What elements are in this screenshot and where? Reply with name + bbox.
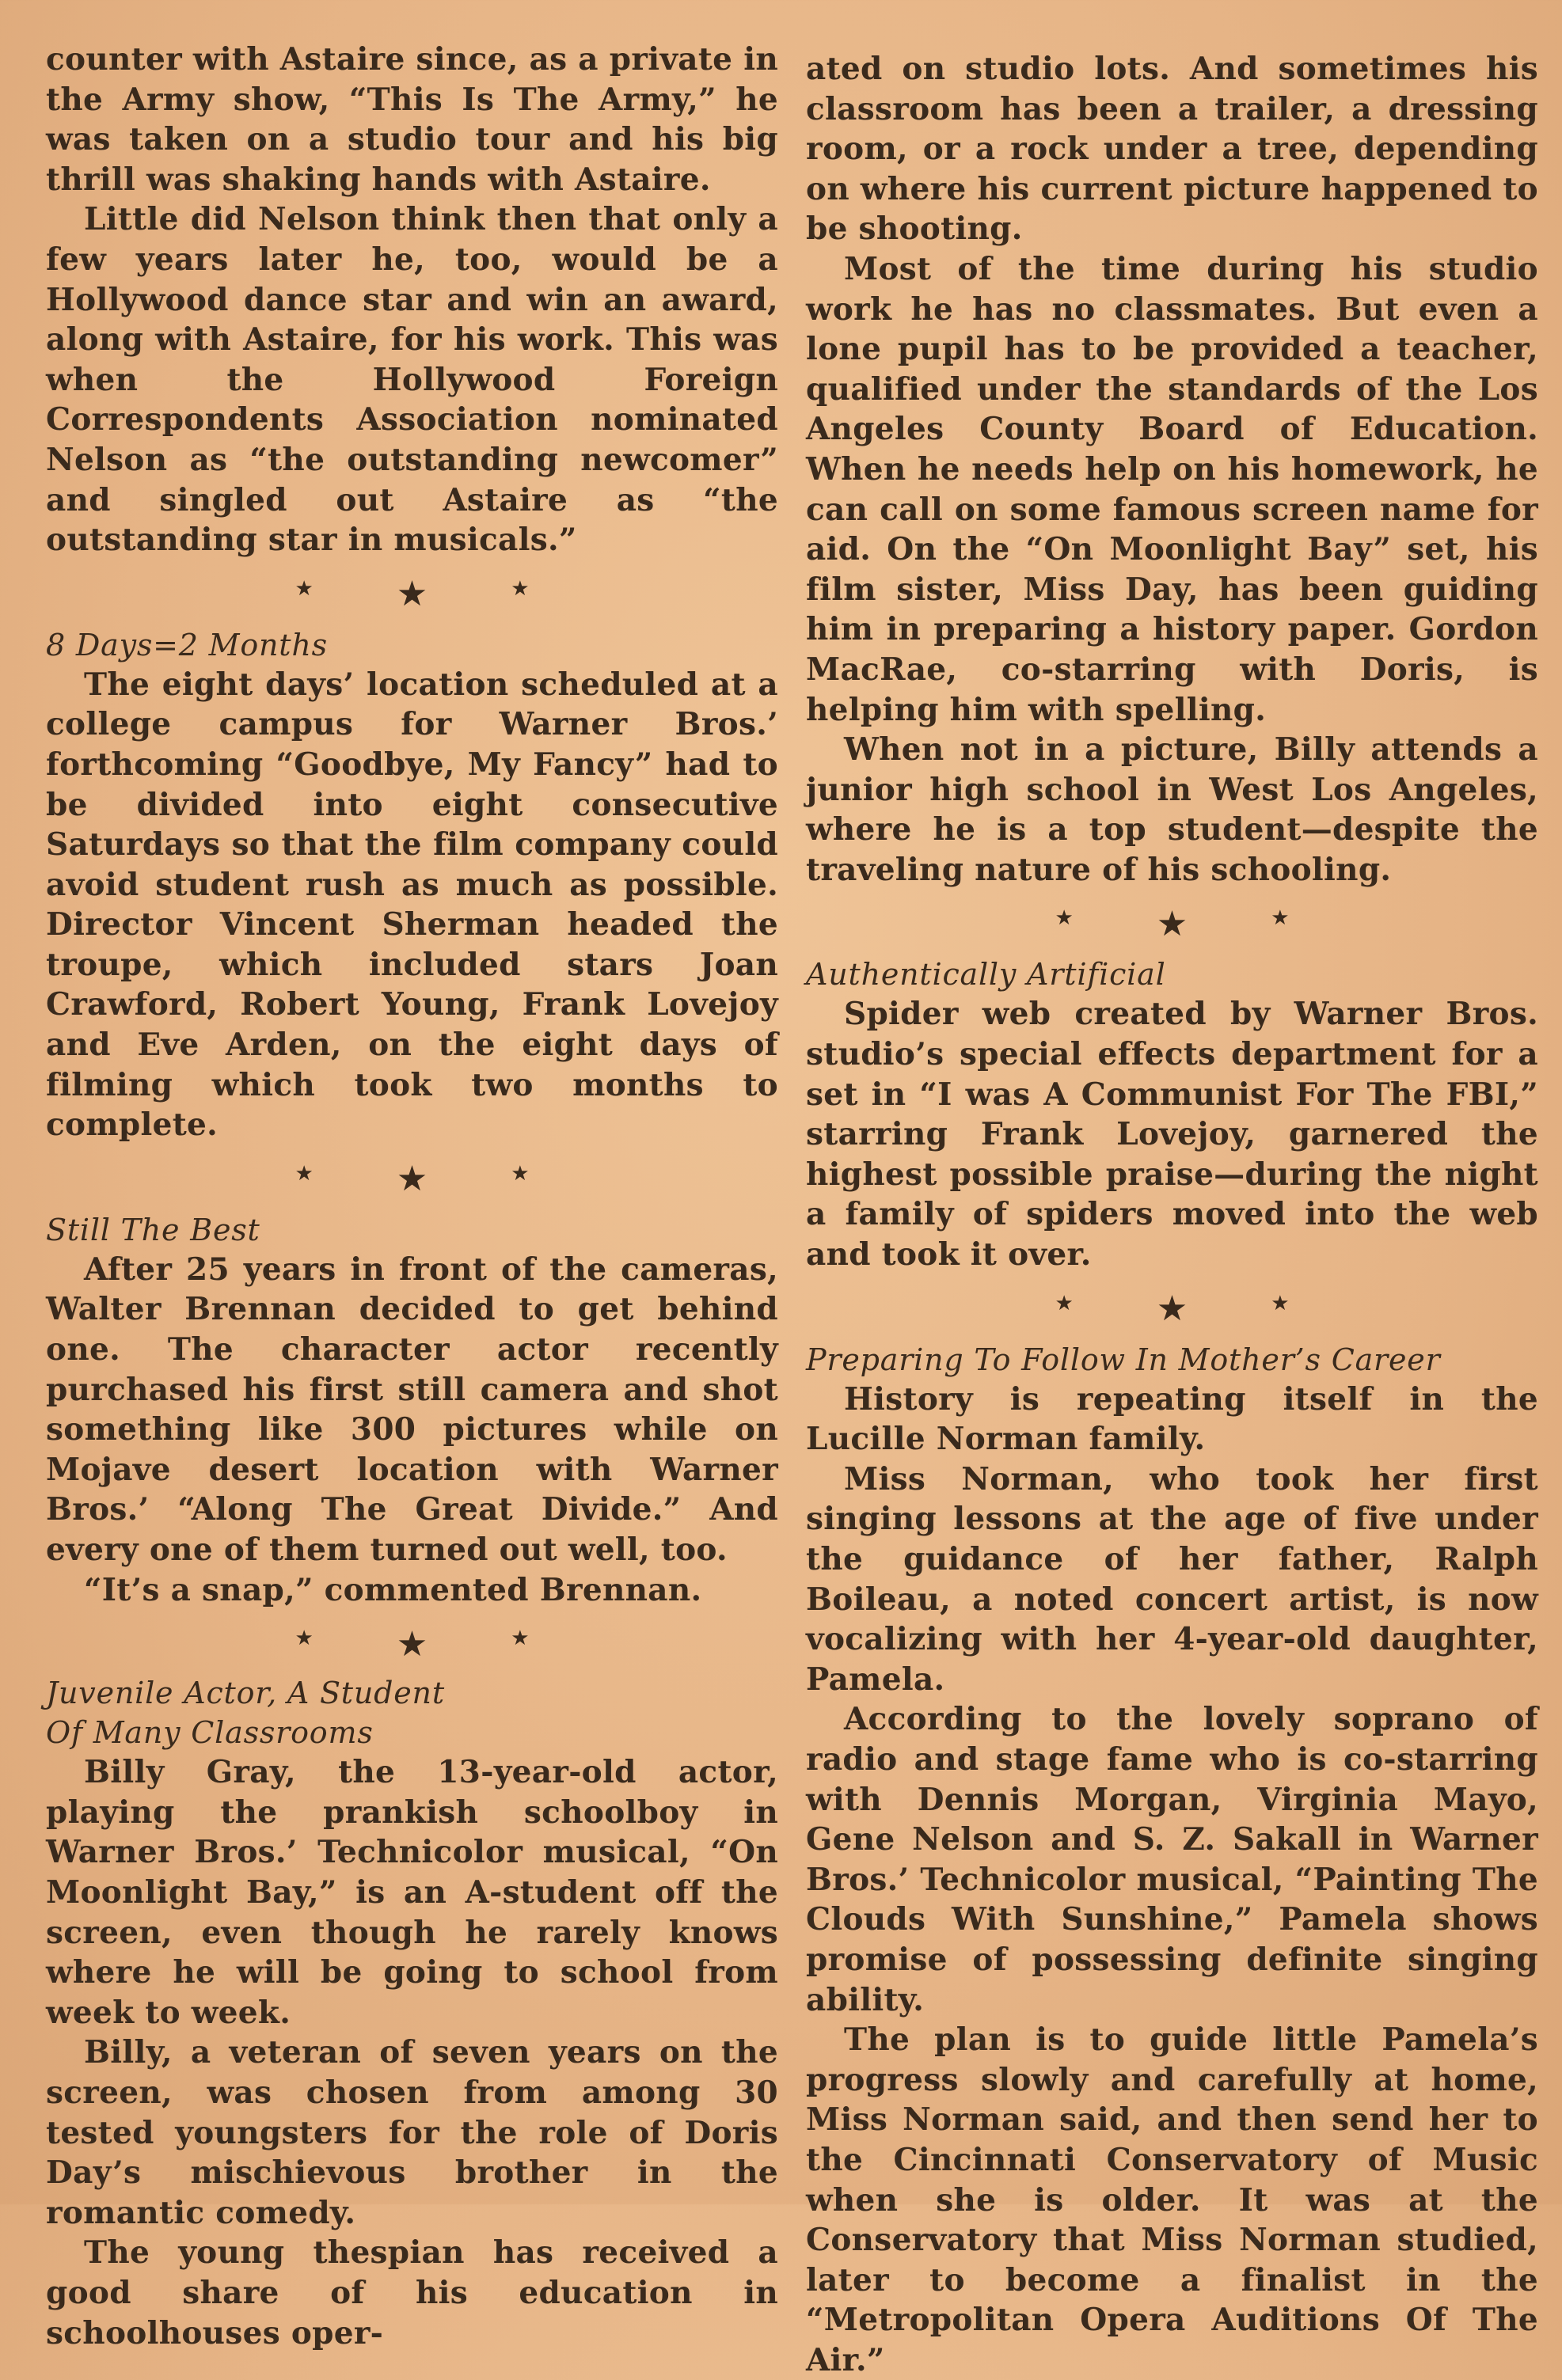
large-star-icon: ★ [396, 574, 428, 615]
continued-paragraph-2: Most of the time during his studio work he has no classmates. But even a lone pupil has to be provided a teacher, qualified under the standards of the Los Angeles County Board of Education. When he needs help on his homework, he can call on some famous screen name for aid. On the “On Moonlight Bay” set, his film sister, Miss Day, has been guiding him in preparing a history paper. Gordon MacRae, co-starring with Doris, is helping him with spelling. [806, 250, 1538, 728]
section-mother-paragraph-2: Miss Norman, who took her first singing lessons at the age of five under the guidance of her father, Ralph Boileau, a noted concert artist, is now vocalizing with her 4-year-old daughter, Pamela. [806, 1460, 1538, 1698]
small-star-icon: ★ [1055, 1291, 1074, 1315]
section-title-preparing: Preparing To Follow In Mother’s Career [806, 1342, 1441, 1377]
section-mother-paragraph-1: History is repeating itself in the Lucille Norman family. [806, 1380, 1538, 1458]
section-still-paragraph-1: After 25 years in front of the cameras, Walter Brennan decided to get behind one. The character actor recently purchased his first still camera and shot something like 300 pictures while on Mojave desert location with Warner Bros.’ “Along The Great Divide.” And every one of them turned out well, too. [46, 1251, 778, 1568]
small-star-icon: ★ [1271, 906, 1290, 931]
star-divider [46, 564, 778, 614]
continued-paragraph-3: When not in a picture, Billy attends a junior high school in West Los Angeles, where he is a top student—despite the traveling nature of his schooling. [806, 731, 1538, 888]
intro-paragraph-1: counter with Astaire since, as a private in the Army show, “This Is The Army,” he was taken on a studio tour and his big thrill was shaking hands with Astaire. [46, 41, 778, 198]
star-divider [46, 1148, 778, 1199]
section-title-juvenile-line-2: Of Many Classrooms [46, 1715, 374, 1751]
small-star-icon: ★ [1055, 906, 1074, 931]
large-star-icon: ★ [396, 1623, 428, 1664]
intro-paragraph-2: Little did Nelson think then that only a few years later he, too, would be a Hollywood dance star and win an award, along with Astaire, for his work. This was when the Hollywood Foreign Correspondents Association nominated Nelson as “the outstanding newcomer” and singled out Astaire as “the outstanding star in musicals.” [46, 201, 778, 559]
large-star-icon: ★ [396, 1159, 428, 1200]
section-mother-paragraph-3: According to the lovely soprano of radio and stage fame who is co-starring with Dennis Morgan, Virginia Mayo, Gene Nelson and S. Z. Sakall in Warner Bros.’ Technicolor musical, “Painting The Clouds With Sunshine,” Pamela shows promise of possessing definite singing ability. [806, 1701, 1538, 2018]
small-star-icon: ★ [295, 1161, 314, 1186]
small-star-icon: ★ [511, 1627, 530, 1651]
large-star-icon: ★ [1156, 1289, 1188, 1330]
continued-paragraph-1: ated on studio lots. And sometimes his classroom has been a trailer, a dressing room, or a rock under a tree, depending on where his current picture happened to be shooting. [806, 51, 1538, 248]
left-column [46, 40, 778, 2353]
section-juvenile-paragraph-3: The young thespian has received a good share of his education in schoolhouses oper- [46, 2234, 778, 2352]
section-artificial-paragraph: Spider web created by Warner Bros. studio’s special effects department for a set in “I was A Communist For The FBI,” starring Frank Lovejoy, garnered the highest possible praise—during the night a family of spiders moved into the web and took it over. [806, 996, 1538, 1274]
section-mother-paragraph-4: The plan is to guide little Pamela’s progress slowly and carefully at home, Miss Norman said, and then send her to the Cincinnati Conservatory of Music when she is older. It was at the Conservatory that Miss Norman studied, later to become a finalist in the “Metropolitan Opera Auditions Of The Air.” [806, 2021, 1538, 2378]
right-column [806, 49, 1538, 2380]
small-star-icon: ★ [511, 1161, 530, 1186]
star-divider [46, 1613, 778, 1664]
small-star-icon: ★ [295, 576, 314, 601]
section-title-still-the-best: Still The Best [46, 1212, 260, 1247]
section-8-days-paragraph: The eight days’ location scheduled at a college campus for Warner Bros.’ forthcoming “Goodbye, My Fancy” had to be divided into eight consecutive Saturdays so that the film company could avoid student rush as much as possible. Director Vincent Sherman headed the troupe, which included stars Joan Crawford, Robert Young, Frank Lovejoy and Eve Arden, on the eight days of filming which took two months to complete. [46, 666, 778, 1144]
star-divider [806, 893, 1538, 943]
section-title-8-days: 8 Days=2 Months [46, 627, 328, 662]
section-title-juvenile-line-1: Juvenile Actor, A Student [46, 1676, 445, 1711]
section-juvenile-paragraph-2: Billy, a veteran of seven years on the screen, was chosen from among 30 tested youngsters for the role of Doris Day’s mischievous brother in the romantic comedy. [46, 2034, 778, 2231]
large-star-icon: ★ [1156, 903, 1188, 944]
small-star-icon: ★ [295, 1627, 314, 1651]
section-title-authentically-artificial: Authentically Artificial [806, 957, 1166, 993]
star-divider [806, 1278, 1538, 1329]
section-juvenile-paragraph-1: Billy Gray, the 13-year-old actor, playing the prankish schoolboy in Warner Bros.’ Technicolor musical, “On Moonlight Bay,” is an A-student off the screen, even though he rarely knows where he will be going to school from week to week. [46, 1754, 778, 2031]
small-star-icon: ★ [511, 576, 530, 601]
section-still-paragraph-2: “It’s a snap,” commented Brennan. [84, 1571, 702, 1608]
small-star-icon: ★ [1271, 1291, 1290, 1315]
